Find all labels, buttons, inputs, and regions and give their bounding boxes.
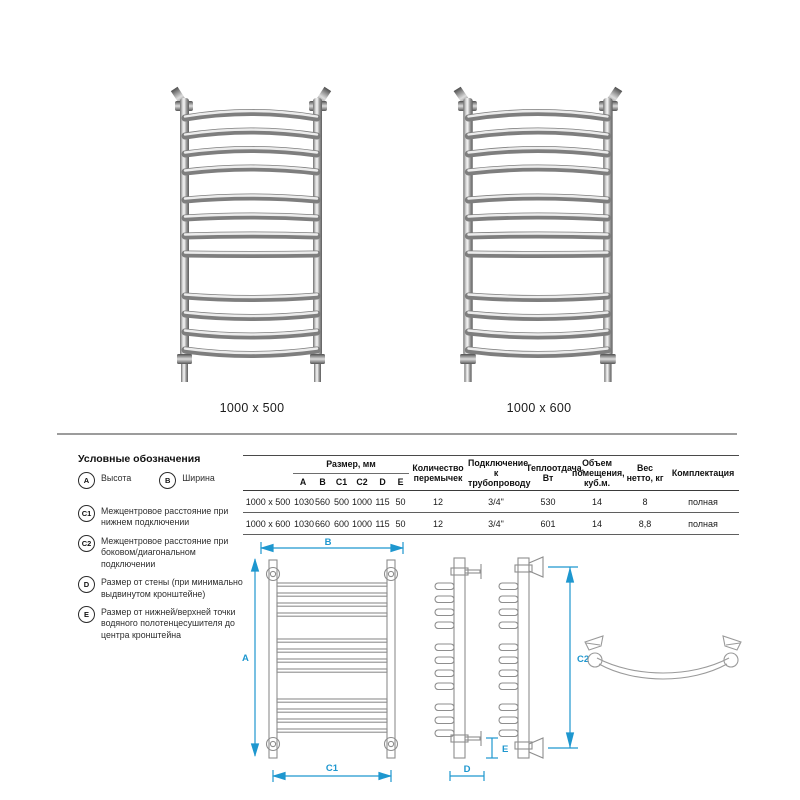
dim-label-e: E — [502, 744, 509, 755]
badge-c1: C1 — [78, 505, 95, 522]
col-heat: Теплоотдача, Вт — [525, 456, 571, 491]
col-volume: Объем помещения, куб.м. — [571, 456, 623, 491]
legend-item-e: E Размер от нижней/верхней точки водяного полотенцесушителя до центра кронштейна — [78, 607, 246, 641]
dim-label-d: D — [463, 764, 471, 775]
dimension-lines — [548, 567, 578, 748]
legend-title: Условные обозначения — [78, 453, 201, 465]
legend-item-d: D Размер от стены (при минимально выдвинутом кронштейне) — [78, 577, 246, 600]
col-size-group: Размер, мм — [293, 456, 409, 474]
corner-cell — [243, 456, 293, 491]
col-c2: C2 — [351, 473, 373, 491]
spec-table — [243, 455, 739, 535]
legend-item-c2: C2 Межцентровое расстояние при боковом/диагональном подключении — [78, 536, 246, 570]
badge-b: B — [159, 472, 176, 489]
table-row: 1000 x 500 1030 560 500 1000 115 50 12 3/4" 530 14 8 полная — [243, 491, 739, 513]
rung-stubs — [435, 583, 454, 737]
badge-c2: C2 — [78, 535, 95, 552]
product-photo-1000x600 — [438, 84, 640, 415]
rung-stubs — [499, 583, 518, 737]
legend-item-b: B Ширина — [159, 473, 215, 489]
top-view-drawing — [577, 622, 749, 700]
badge-a: A — [78, 472, 95, 489]
rungs — [185, 111, 317, 355]
legend-row-ab — [78, 473, 246, 496]
dim-label-b: B — [324, 538, 332, 548]
bottom-fittings — [460, 354, 616, 382]
badge-d: D — [78, 576, 95, 593]
towel-rail-photo — [156, 84, 348, 390]
rungs — [469, 111, 608, 355]
towel-rail-photo — [438, 84, 640, 390]
product-caption: 1000 x 500 — [219, 401, 285, 415]
front-rungs — [277, 583, 387, 732]
col-weight: Вес нетто, кг — [623, 456, 667, 491]
row-label: 1000 x 600 — [243, 513, 293, 535]
row-label: 1000 x 500 — [243, 491, 293, 513]
col-c1: C1 — [332, 473, 351, 491]
front-view-drawing — [240, 538, 412, 790]
top-fittings — [171, 87, 331, 111]
bottom-fittings — [177, 354, 325, 382]
product-caption: 1000 x 600 — [506, 401, 572, 415]
legend-item-a: A Высота — [78, 473, 131, 489]
col-b: B — [313, 473, 332, 491]
legend — [78, 453, 246, 648]
legend-item-c1: C1 Межцентровое расстояние при нижнем подключении — [78, 506, 246, 529]
dim-label-c1: C1 — [325, 763, 339, 774]
col-d: D — [373, 473, 392, 491]
table-row: 1000 x 600 1030 660 600 1000 115 50 12 3/4" 601 14 8,8 полная — [243, 513, 739, 535]
col-connection: Подключение к трубопроводу — [467, 456, 525, 491]
badge-e: E — [78, 606, 95, 623]
product-photo-1000x500 — [156, 84, 348, 415]
col-e: E — [392, 473, 409, 491]
dimension-lines — [450, 738, 498, 781]
col-a: A — [293, 473, 313, 491]
top-fittings — [454, 87, 623, 111]
section-divider — [57, 433, 737, 435]
col-kit: Комплектация — [667, 456, 739, 491]
dim-label-c2: C2 — [577, 654, 590, 665]
col-jumpers: Количество перемычек — [409, 456, 467, 491]
dim-label-a: A — [242, 653, 249, 664]
